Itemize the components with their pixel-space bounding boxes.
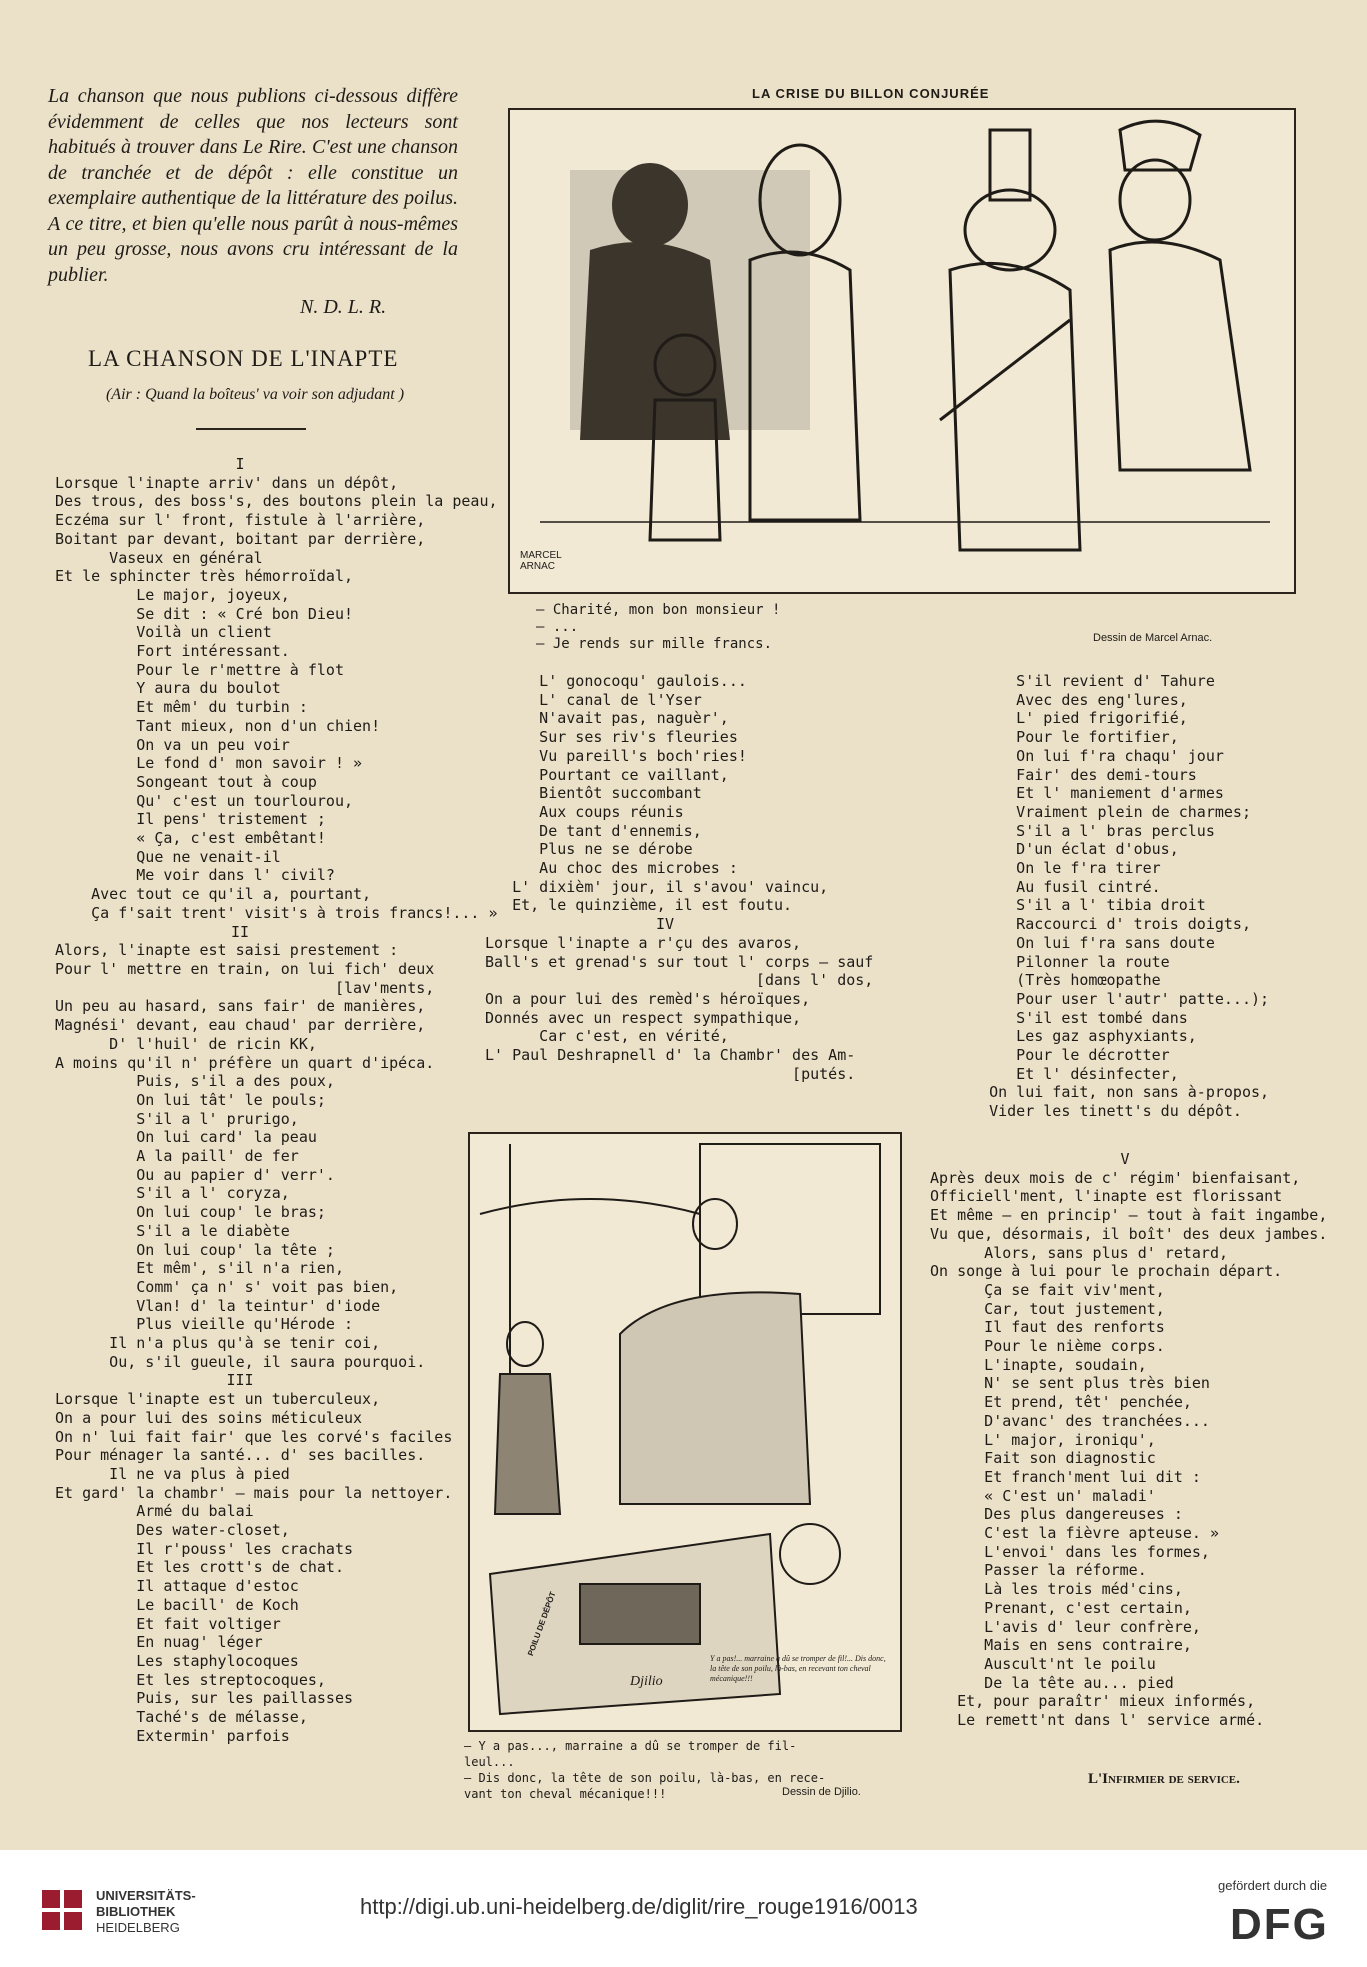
verse-line: Des trous, des boss's, des boutons plein la peau, — [55, 492, 498, 511]
verse-line: Voilà un client — [55, 623, 272, 642]
top-cartoon — [508, 108, 1296, 594]
verse-line: Vaseux en général — [55, 548, 263, 567]
verse-line: Et le sphincter très hémorroïdal, — [55, 567, 354, 586]
song-air: (Air : Quand la boîteus' va voir son adjudant ) — [105, 386, 405, 403]
verse-line: [putés. — [485, 1064, 856, 1083]
verse-line: Et même — en princip' — tout à fait ingambe, — [930, 1206, 1328, 1225]
verse-line: Et les streptocoques, — [55, 1670, 326, 1689]
verse-line: S'il est tombé dans — [962, 1008, 1188, 1027]
song-column-3 — [962, 672, 1357, 1121]
verse-line: On songe à lui pour le prochain départ. — [930, 1262, 1283, 1281]
funding-note: gefördert durch die — [1218, 1878, 1328, 1893]
caption-line: — Je rends sur mille francs. — [536, 636, 773, 652]
verse-line: S'il revient d' Tahure — [962, 672, 1215, 690]
verse-line: Pour l' mettre en train, on lui fich' deux — [55, 959, 435, 978]
bottom-cartoon-credit: Dessin de Djilio. — [782, 1786, 861, 1798]
verse-line: Pour le fortifier, — [962, 728, 1179, 747]
top-cartoon-credit: Dessin de Marcel Arnac. — [1093, 632, 1213, 644]
verse-line: Aux coups réunis — [485, 802, 684, 821]
verse-line: L' pied frigorifié, — [962, 709, 1188, 728]
verse-line: Pilonner la route — [962, 952, 1170, 971]
verse-line: N' se sent plus très bien — [930, 1374, 1210, 1393]
verse-line: Et fait voltiger — [55, 1614, 281, 1633]
verse-line: Pourtant ce vaillant, — [485, 765, 729, 784]
top-cartoon-signature: MARCEL ARNAC — [520, 550, 562, 572]
song-column-2 — [485, 672, 885, 1083]
verse-line: D'un éclat d'obus, — [962, 840, 1179, 859]
verse-line: Ça se fait viv'ment, — [930, 1280, 1165, 1299]
verse-line: Vlan! d' la teintur' d'iode — [55, 1296, 381, 1315]
caption-line: — Charité, mon bon monsieur ! — [536, 602, 781, 618]
bottom-cartoon-box-label: POILU DE DÉPÔT — [526, 1590, 558, 1658]
verse-line: Taché's de mélasse, — [55, 1708, 308, 1727]
verse-line: Le fond d' mon savoir ! » — [55, 754, 363, 773]
verse-line: A la paill' de fer — [55, 1147, 299, 1166]
verse-line: Ball's et grenad's sur tout l' corps — sauf — [485, 952, 874, 971]
verse-line: Auscult'nt le poilu — [930, 1654, 1156, 1673]
bottom-cartoon-signature: Djilio — [630, 1674, 663, 1689]
verse-line: Et franch'ment lui dit : — [930, 1467, 1201, 1486]
verse-line: Pour ménager la santé... d' ses bacilles. — [55, 1446, 426, 1465]
verse-line: Raccourci d' trois doigts, — [962, 915, 1251, 934]
signoff: L'Infirmier de service. — [1088, 1771, 1240, 1787]
verse-line: L'inapte, soudain, — [930, 1355, 1147, 1374]
verse-line: Et l' désinfecter, — [962, 1064, 1179, 1083]
verse-line: Prenant, c'est certain, — [930, 1598, 1192, 1617]
verse-line: V — [1120, 1150, 1130, 1168]
title-rule — [196, 428, 306, 430]
verse-line: Plus vieille qu'Hérode : — [55, 1315, 354, 1334]
verse-line: Les gaz asphyxiants, — [962, 1027, 1197, 1046]
verse-line: Puis, s'il a des poux, — [55, 1072, 335, 1091]
top-cartoon-caption — [536, 602, 780, 653]
verse-line: S'il a l' coryza, — [55, 1184, 290, 1203]
verse-line: Me voir dans l' civil? — [55, 866, 335, 885]
verse-line: Au choc des microbes : — [485, 859, 738, 878]
editor-signature: N. D. L. R. — [300, 296, 387, 318]
verse-line: Ça f'sait trent' visit's à trois francs!... » — [55, 903, 498, 922]
verse-line: Il attaque d'estoc — [55, 1577, 299, 1596]
verse-line: Sur ses riv's fleuries — [485, 728, 738, 747]
verse-line: Là les trois méd'cins, — [930, 1580, 1183, 1599]
verse-line: Au fusil cintré. — [962, 877, 1161, 896]
verse-line: S'il a l' tibia droit — [962, 896, 1206, 915]
library-logo-icon — [40, 1888, 84, 1932]
verse-line: Mais en sens contraire, — [930, 1636, 1192, 1655]
verse-line: S'il a le diabète — [55, 1221, 290, 1240]
verse-line: Pour le décrotter — [962, 1046, 1170, 1065]
verse-line: Et mêm' du turbin : — [55, 698, 308, 717]
verse-line: Fair' des demi-tours — [962, 765, 1197, 784]
verse-line: Avec des eng'lures, — [962, 690, 1188, 709]
verse-line: Le remett'nt dans l' service armé. — [930, 1711, 1265, 1730]
verse-line: Donnés avec un respect sympathique, — [485, 1008, 802, 1027]
verse-line: [dans l' dos, — [485, 971, 874, 990]
verse-line: Boitant par devant, boitant par derrière, — [55, 529, 426, 548]
bottom-cartoon-caption — [464, 1738, 825, 1802]
verse-line: Magnési' devant, eau chaud' par derrière, — [55, 1016, 426, 1035]
verse-line: Et gard' la chambr' — mais pour la nettoyer. — [55, 1483, 453, 1502]
verse-line: Que ne venait-il — [55, 847, 281, 866]
verse-line: N'avait pas, naguèr', — [485, 709, 729, 728]
top-cartoon-header: LA CRISE DU BILLON CONJURÉE — [752, 86, 990, 101]
song-column-1 — [55, 455, 498, 1746]
verse-line: On le f'ra tirer — [962, 859, 1161, 878]
verse-line: L' canal de l'Yser — [485, 690, 702, 709]
verse-line: On lui coup' le bras; — [55, 1203, 326, 1222]
verse-line: Vu que, désormais, il boît' des deux jambes. — [930, 1224, 1328, 1243]
verse-line: II — [230, 922, 250, 941]
library-name — [96, 1888, 196, 1936]
verse-line: Il n'a plus qu'à se tenir coi, — [55, 1334, 381, 1353]
verse-line: Officiell'ment, l'inapte est florissant — [930, 1187, 1283, 1206]
dfg-logo: DFG — [1230, 1900, 1329, 1949]
caption-line: vant ton cheval mécanique!!! — [464, 1787, 667, 1801]
verse-line: Il pens' tristement ; — [55, 810, 326, 829]
verse-line: Et, le quinzième, il est foutu. — [485, 896, 793, 915]
verse-line: Lorsque l'inapte est un tuberculeux, — [55, 1390, 381, 1409]
verse-line: Des plus dangereuses : — [930, 1505, 1183, 1524]
verse-line: D'avanc' des tranchées... — [930, 1411, 1210, 1430]
verse-line: Il r'pouss' les crachats — [55, 1539, 354, 1558]
verse-line: Plus ne se dérobe — [485, 840, 693, 859]
caption-line: — ... — [536, 619, 579, 635]
verse-line: Alors, sans plus d' retard, — [930, 1243, 1229, 1262]
caption-line: — Y a pas..., marraine a dû se tromper de fil- — [464, 1739, 797, 1753]
verse-line: On a pour lui des remèd's héroïques, — [485, 989, 811, 1008]
library-line-2: BIBLIOTHEK — [96, 1904, 176, 1919]
library-line-3: HEIDELBERG — [96, 1920, 180, 1935]
verse-line: Pour le nième corps. — [930, 1337, 1165, 1356]
verse-line: Ou, s'il gueule, il saura pourquoi. — [55, 1352, 426, 1371]
verse-line: L' major, ironiqu', — [930, 1430, 1156, 1449]
verse-line: On va un peu voir — [55, 735, 290, 754]
verse-line: A moins qu'il n' préfère un quart d'ipéca. — [55, 1053, 435, 1072]
verse-line: Et mêm', s'il n'a rien, — [55, 1259, 344, 1278]
verse-line: D' l'huil' de ricin KK, — [55, 1034, 317, 1053]
verse-line: Et, pour paraîtr' mieux informés, — [930, 1692, 1256, 1711]
begging-scene-illustration — [510, 110, 1294, 592]
verse-line: « Ça, c'est embêtant! — [55, 829, 326, 848]
verse-line: On lui coup' la tête ; — [55, 1240, 335, 1259]
verse-line: Un peu au hasard, sans fair' de manières, — [55, 997, 426, 1016]
verse-line: Y aura du boulot — [55, 679, 281, 698]
verse-line: Tant mieux, non d'un chien! — [55, 716, 381, 735]
verse-line: Car, tout justement, — [930, 1299, 1165, 1318]
verse-line: S'il a l' bras perclus — [962, 821, 1215, 840]
verse-line: « C'est un' maladi' — [930, 1486, 1156, 1505]
verse-line: Comm' ça n' s' voit pas bien, — [55, 1277, 399, 1296]
verse-line: Des water-closet, — [55, 1521, 290, 1540]
verse-line: L' gonocoqu' gaulois... — [485, 672, 747, 690]
verse-line: C'est la fièvre apteuse. » — [930, 1524, 1219, 1543]
verse-line: Lorsque l'inapte a r'çu des avaros, — [485, 933, 802, 952]
verse-line: Bientôt succombant — [485, 784, 702, 803]
verse-line: Vraiment plein de charmes; — [962, 802, 1251, 821]
verse-line: Avec tout ce qu'il a, pourtant, — [55, 885, 372, 904]
verse-line: Les staphylocoques — [55, 1652, 299, 1670]
verse-line: Alors, l'inapte est saisi prestement : — [55, 941, 399, 960]
verse-line: Ou au papier d' verr'. — [55, 1165, 335, 1184]
verse-line: Se dit : « Cré bon Dieu! — [55, 604, 354, 623]
library-line-1: UNIVERSITÄTS- — [96, 1888, 196, 1903]
bottom-cartoon — [468, 1132, 902, 1732]
verse-line: (Très homœopathe — [962, 971, 1161, 990]
caption-line: — Dis donc, la tête de son poilu, là-bas, en rece- — [464, 1771, 826, 1785]
verse-line: On lui card' la peau — [55, 1128, 317, 1147]
verse-line: L'avis d' leur confrère, — [930, 1617, 1201, 1636]
bottom-cartoon-speech: Y a pas!... marraine a dû se tromper de fil!... Dis donc, la tête de son poilu, là-bas, en recevant ton cheval mécanique!!! — [710, 1654, 886, 1683]
verse-line: On lui f'ra chaqu' jour — [962, 746, 1224, 765]
verse-line: On a pour lui des soins méticuleux — [55, 1408, 363, 1427]
verse-line: Le bacill' de Koch — [55, 1595, 299, 1614]
verse-line: En nuag' léger — [55, 1633, 263, 1652]
library-footer — [0, 1850, 1367, 1967]
verse-line: Songeant tout à coup — [55, 772, 317, 791]
song-column-3-part-5 — [930, 1150, 1360, 1730]
verse-line: Pour le r'mettre à flot — [55, 660, 344, 679]
verse-line: Extermin' parfois — [55, 1726, 290, 1745]
caption-line: leul... — [464, 1755, 515, 1769]
song-title: LA CHANSON DE L'INAPTE — [88, 346, 399, 371]
verse-line: On lui fait, non sans à-propos, — [962, 1083, 1270, 1102]
verse-line: Passer la réforme. — [930, 1561, 1147, 1580]
verse-line: Qu' c'est un tourlourou, — [55, 791, 354, 810]
verse-line: L' Paul Deshrapnell d' la Chambr' des Am- — [485, 1046, 856, 1065]
verse-line: Eczéma sur l' front, fistule à l'arrière, — [55, 511, 426, 530]
verse-line: [lav'ments, — [55, 978, 435, 997]
verse-line: L' dixièm' jour, il s'avou' vaincu, — [485, 877, 829, 896]
verse-line: I — [235, 455, 245, 473]
verse-line: Armé du balai — [55, 1502, 254, 1521]
verse-line: Fort intéressant. — [55, 642, 290, 661]
verse-line: Fait son diagnostic — [930, 1449, 1156, 1468]
editor-note-text: La chanson que nous publions ci-dessous diffère évidemment de celles que nos lecteurs sont habitués à trouver dans Le Rire. C'est une chanson de tranchée et de dépôt : elle constitue un exemplaire authentique de la littérature des poilus. A ce titre, et bien qu'elle nous parût à nous-mêmes un peu grosse, nous avons cru intéressant de la publier. — [48, 85, 458, 286]
verse-line: Car c'est, en vérité, — [485, 1027, 729, 1046]
verse-line: Et l' maniement d'armes — [962, 784, 1224, 803]
verse-line: Il faut des renforts — [930, 1318, 1165, 1337]
source-url[interactable]: http://digi.ub.uni-heidelberg.de/diglit/rire_rouge1916/0013 — [360, 1894, 918, 1919]
verse-line: Et les crott's de chat. — [55, 1558, 344, 1577]
verse-line: Puis, sur les paillasses — [55, 1689, 354, 1708]
verse-line: De la tête au... pied — [930, 1673, 1174, 1692]
verse-line: Après deux mois de c' régim' bienfaisant, — [930, 1168, 1301, 1187]
verse-line: On lui f'ra sans doute — [962, 933, 1215, 952]
verse-line: Et prend, têt' penchée, — [930, 1393, 1192, 1412]
verse-line: Le major, joyeux, — [55, 585, 290, 604]
verse-line: On lui tât' le pouls; — [55, 1090, 326, 1109]
verse-line: On n' lui fait fair' que les corvé's faciles — [55, 1427, 453, 1446]
verse-line: III — [226, 1371, 254, 1390]
verse-line: Pour user l'autr' patte...); — [962, 989, 1270, 1008]
verse-line: Vider les tinett's du dépôt. — [962, 1102, 1242, 1121]
verse-line: IV — [655, 915, 675, 934]
verse-line: De tant d'ennemis, — [485, 821, 702, 840]
verse-line: Lorsque l'inapte arriv' dans un dépôt, — [55, 473, 399, 492]
verse-line: Vu pareill's boch'ries! — [485, 746, 747, 765]
editor-note — [48, 84, 458, 288]
verse-line: Il ne va plus à pied — [55, 1464, 290, 1483]
verse-line: L'envoi' dans les formes, — [930, 1542, 1210, 1561]
verse-line: S'il a l' prurigo, — [55, 1109, 299, 1128]
